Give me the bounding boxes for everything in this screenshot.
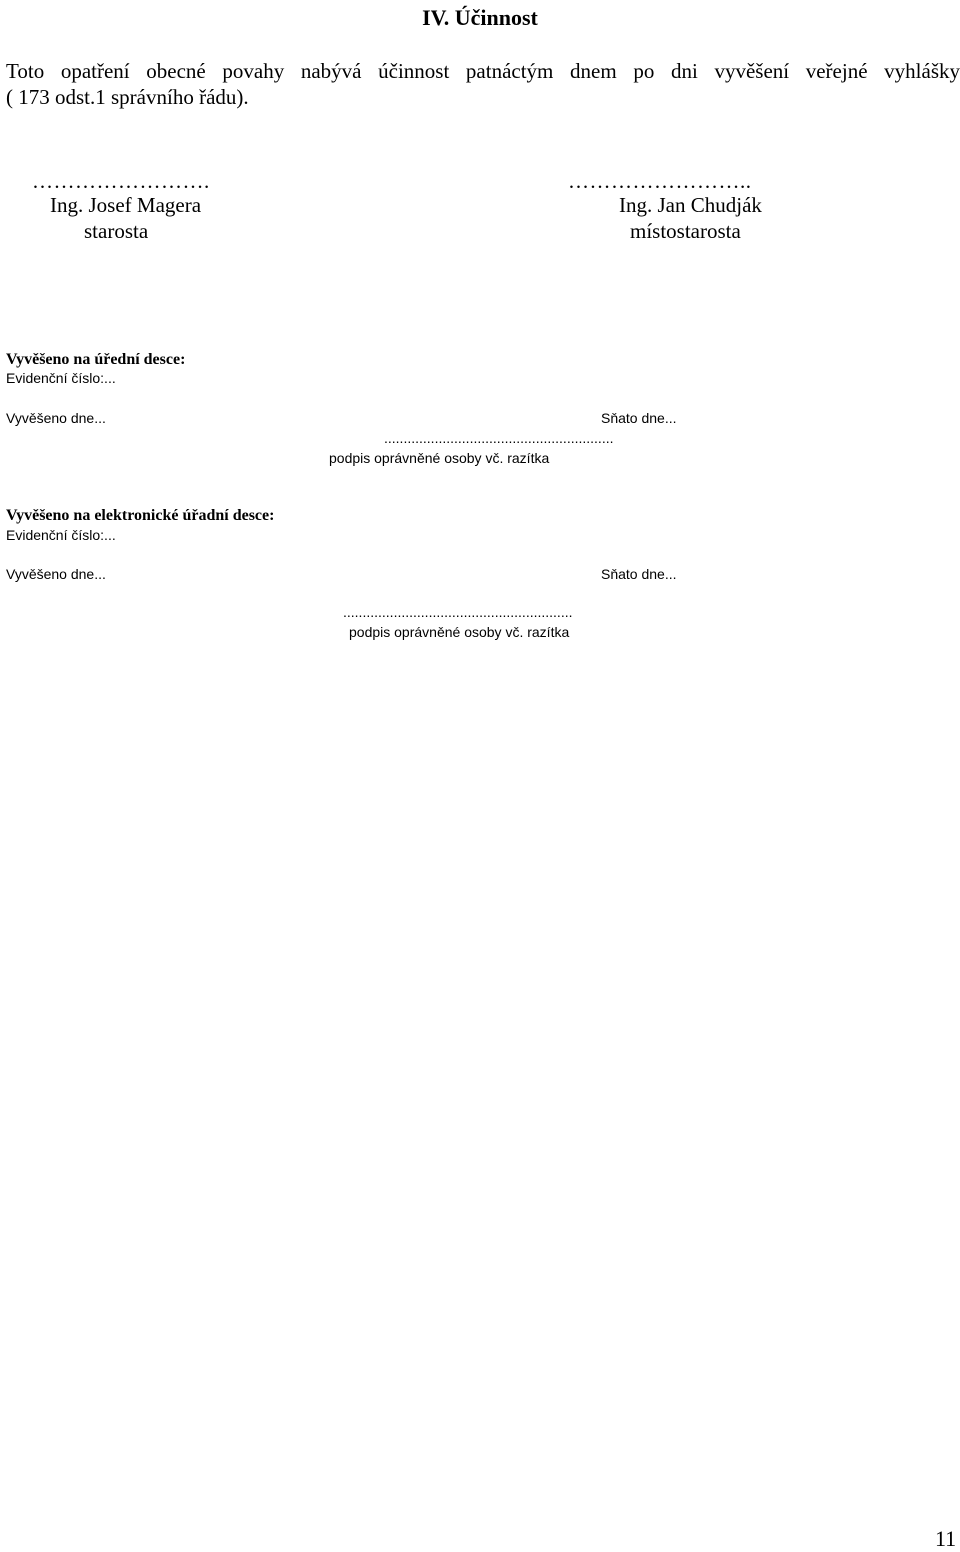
electronic-board-evidence-number: Evidenční číslo:... bbox=[6, 527, 116, 543]
official-board-removed-date: Sňato dne... bbox=[601, 410, 677, 426]
official-board-evidence-number: Evidenční číslo:... bbox=[6, 370, 116, 386]
paragraph-line-1: Toto opatření obecné povahy nabývá účinnost patnáctým dnem po dni vyvěšení veřejné vyhlášky bbox=[6, 59, 960, 83]
paragraph-line-2: ( 173 odst.1 správního řádu). bbox=[6, 85, 249, 109]
official-board-posted-date: Vyvěšeno dne... bbox=[6, 410, 106, 426]
electronic-board-title: Vyvěšeno na elektronické úřadní desce: bbox=[6, 507, 275, 524]
electronic-board-removed-date: Sňato dne... bbox=[601, 566, 677, 582]
official-board-signature-dots: ........................................................... bbox=[384, 430, 614, 446]
mayor-name: Ing. Josef Magera bbox=[50, 193, 202, 217]
page-number: 11 bbox=[935, 1526, 957, 1551]
effectiveness-paragraph bbox=[6, 58, 960, 110]
official-board-signature-label: podpis oprávněné osoby vč. razítka bbox=[329, 450, 550, 466]
electronic-board-signature-label: podpis oprávněné osoby vč. razítka bbox=[349, 624, 570, 640]
section-heading: IV. Účinnost bbox=[422, 5, 538, 30]
electronic-board-signature-dots: ........................................................... bbox=[343, 604, 573, 620]
deputy-mayor-role: místostarosta bbox=[630, 219, 741, 243]
mayor-role: starosta bbox=[84, 219, 149, 243]
official-board-title: Vyvěšeno na úřední desce: bbox=[6, 351, 186, 368]
mayor-signature-dots: ……………………. bbox=[32, 169, 210, 193]
electronic-board-posted-date: Vyvěšeno dne... bbox=[6, 566, 106, 582]
deputy-mayor-name: Ing. Jan Chudják bbox=[619, 193, 762, 217]
deputy-mayor-signature-dots: …………………….. bbox=[568, 169, 752, 193]
